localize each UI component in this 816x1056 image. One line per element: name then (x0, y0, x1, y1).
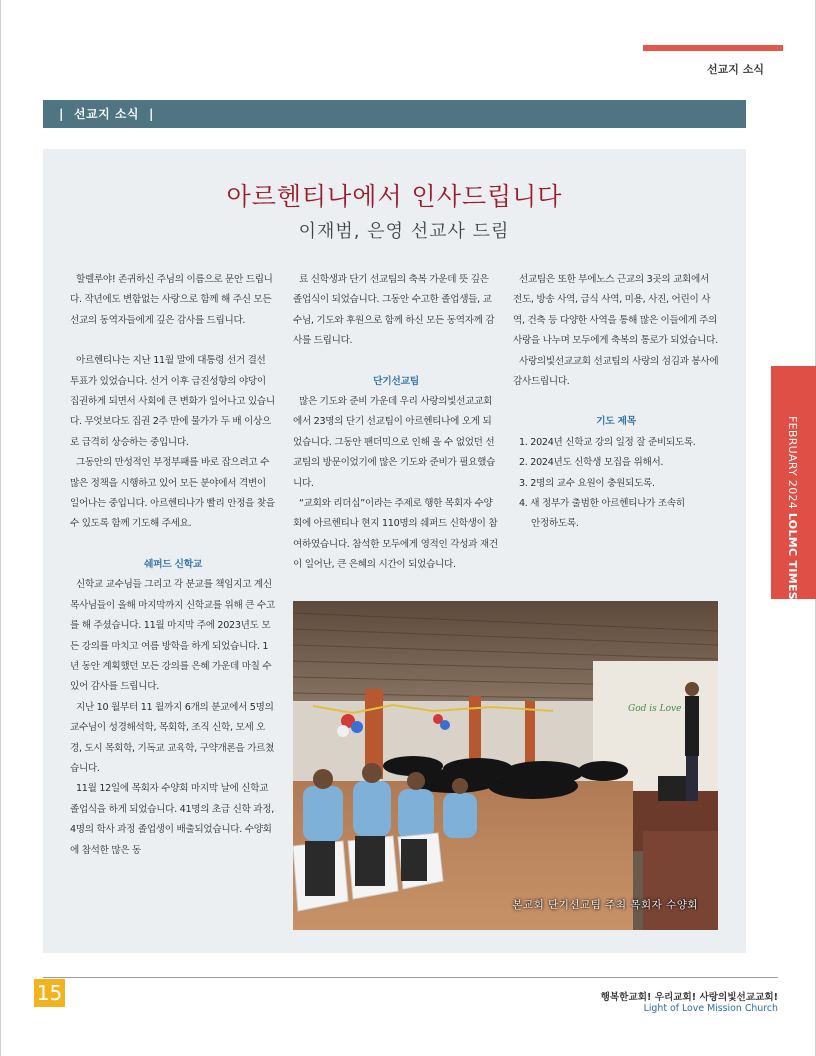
photo-banner-text: God is Love (628, 704, 682, 714)
column2-heading-mission-team: 단기선교팀 (373, 375, 419, 387)
column1-paragraph-3: 그동안의 만성적인 부정부패를 바로 잡으려고 수 많은 정책을 시행하고 있어 모든 분야에서 격변이 일어나는 중입니다. 아르헨티나가 빨리 안정을 찾을 수 있도록 함께 기도해 주세요. (70, 457, 275, 530)
column3-paragraph-2: 사랑의빛선교교회 선교팀의 사랑의 섬김과 봉사에 감사드립니다. (513, 355, 719, 388)
article-column-1 (70, 270, 276, 861)
prayer-item-3: 3. 2명의 교수 요원이 충원되도록. (519, 477, 655, 489)
photo-caption: 본교회 단기선교팀 주최 목회자 수양회 (512, 899, 698, 911)
section-bar (43, 100, 746, 128)
column1-paragraph-5: 지난 10 월부터 11 월까지 6개의 분교에서 5명의 교수님이 성경해석학, 목회학, 조직 신학, 모세 오경, 도시 목회학, 기독교 교육학, 구약개론을 가르쳤습니다. (70, 701, 275, 774)
prayer-item-1: 1. 2024년 신학교 강의 일정 잘 준비되도록. (519, 436, 696, 448)
section-bar-label: 선교지 소식 (73, 107, 140, 121)
conference-photo-illustration (293, 601, 718, 930)
column3-heading-prayer: 기도 제목 (596, 416, 636, 428)
column3-paragraph-1: 선교팀은 또한 부에노스 근교의 3곳의 교회에서 전도, 방송 사역, 급식 사역, 미용, 사진, 어린이 사역, 건축 등 다양한 사역을 통해 많은 이들에게 주의 사랑을 나누며 모두에게 축복의 통로가 되었습니다. (513, 274, 718, 347)
column1-heading-seminary: 쉐퍼드 신학교 (143, 558, 203, 570)
column2-paragraph-1: 료 신학생과 단기 선교팀의 축복 가운데 뜻 깊은 졸업식이 되었습니다. 그동안 수고한 졸업생들, 교수님, 기도와 후원으로 함께 하신 모든 동역자께 감사를 드립니다. (293, 274, 495, 347)
column2-paragraph-3: “교회와 리더십”이라는 주제로 행한 목회자 수양회에 아르헨티나 현지 110명의 쉐퍼드 신학생이 참여하였습니다. 참석한 모두에게 영적인 각성과 재건이 일어난, 큰 은혜의 시간이 되었습니다. (293, 498, 498, 571)
article-subtitle: 이재범, 은영 선교사 드림 (298, 221, 510, 242)
side-tab-text (786, 416, 799, 600)
footer-church-name: Light of Love Mission Church (643, 1003, 778, 1014)
header-section-label: 선교지 소식 (707, 63, 764, 76)
page-number: 15 (34, 979, 65, 1007)
footer-slogan: 행복한교회! 우리교회! 사랑의빛선교교회! (600, 992, 778, 1003)
side-tab-month: FEBRUARY 2024 (786, 416, 799, 510)
article-column-2 (293, 270, 499, 576)
conference-photo (293, 601, 718, 930)
prayer-item-4-continued: 안정하도록. (531, 518, 579, 530)
side-tab-publication: LOLMC TIMES (786, 512, 799, 600)
article-column-3 (513, 270, 719, 535)
section-bar-separator-right: | (149, 107, 154, 121)
article-title: 아르헨티나에서 인사드립니다 (226, 182, 563, 211)
column1-paragraph-2: 아르헨티나는 지난 11월 말에 대통령 선거 결선 투표가 있었습니다. 선거 이후 급진성향의 야당이 집권하게 되면서 사회에 큰 변화가 일어나고 있습니다. 무엇보다도 집권 2주 만에 물가가 두 배 이상으로 급격히 상승하는 중입니다. (70, 355, 275, 448)
column1-paragraph-4: 신학교 교수님들 그리고 각 분교를 책임지고 계신 목사님들이 올해 마지막까지 신학교를 위해 큰 수고를 해 주셨습니다. 11월 마지막 주에 2023년도 모든 강의를 마치고 여름 방학을 하게 되었습니다. 1년 동안 계획했던 모든 강의를 은혜 가운데 마칠 수 있어 감사를 드립니다. (70, 579, 275, 693)
section-bar-separator-left: | (59, 107, 64, 121)
column1-paragraph-1: 할렐루야! 존귀하신 주님의 이름으로 문안 드립니다. 작년에도 변함없는 사랑으로 함께 해 주신 모든 선교의 동역자들에게 깊은 감사를 드립니다. (70, 274, 273, 326)
top-accent-bar (643, 45, 783, 51)
prayer-item-2: 2. 2024년도 신학생 모집을 위해서. (519, 457, 664, 469)
footer-rule (43, 977, 778, 978)
column2-paragraph-2: 많은 기도와 준비 가운데 우리 사랑의빛선교교회에서 23명의 단기 선교팀이 아르헨티나에 오게 되었습니다. 그동안 팬더믹으로 인해 올 수 없었던 선교팀의 방문이었기에 많은 기도와 준비가 필요했습니다. (293, 396, 496, 489)
column1-paragraph-6: 11월 12일에 목회자 수양회 마지막 날에 신학교 졸업식을 하게 되었습니다. 41명의 초급 신학 과정, 4명의 학사 과정 졸업생이 배출되었습니다. 수양회에 참석한 많은 동 (70, 783, 274, 856)
side-tab (771, 366, 816, 599)
prayer-item-4: 4. 새 정부가 출범한 아르헨티나가 조속히 (519, 498, 685, 510)
